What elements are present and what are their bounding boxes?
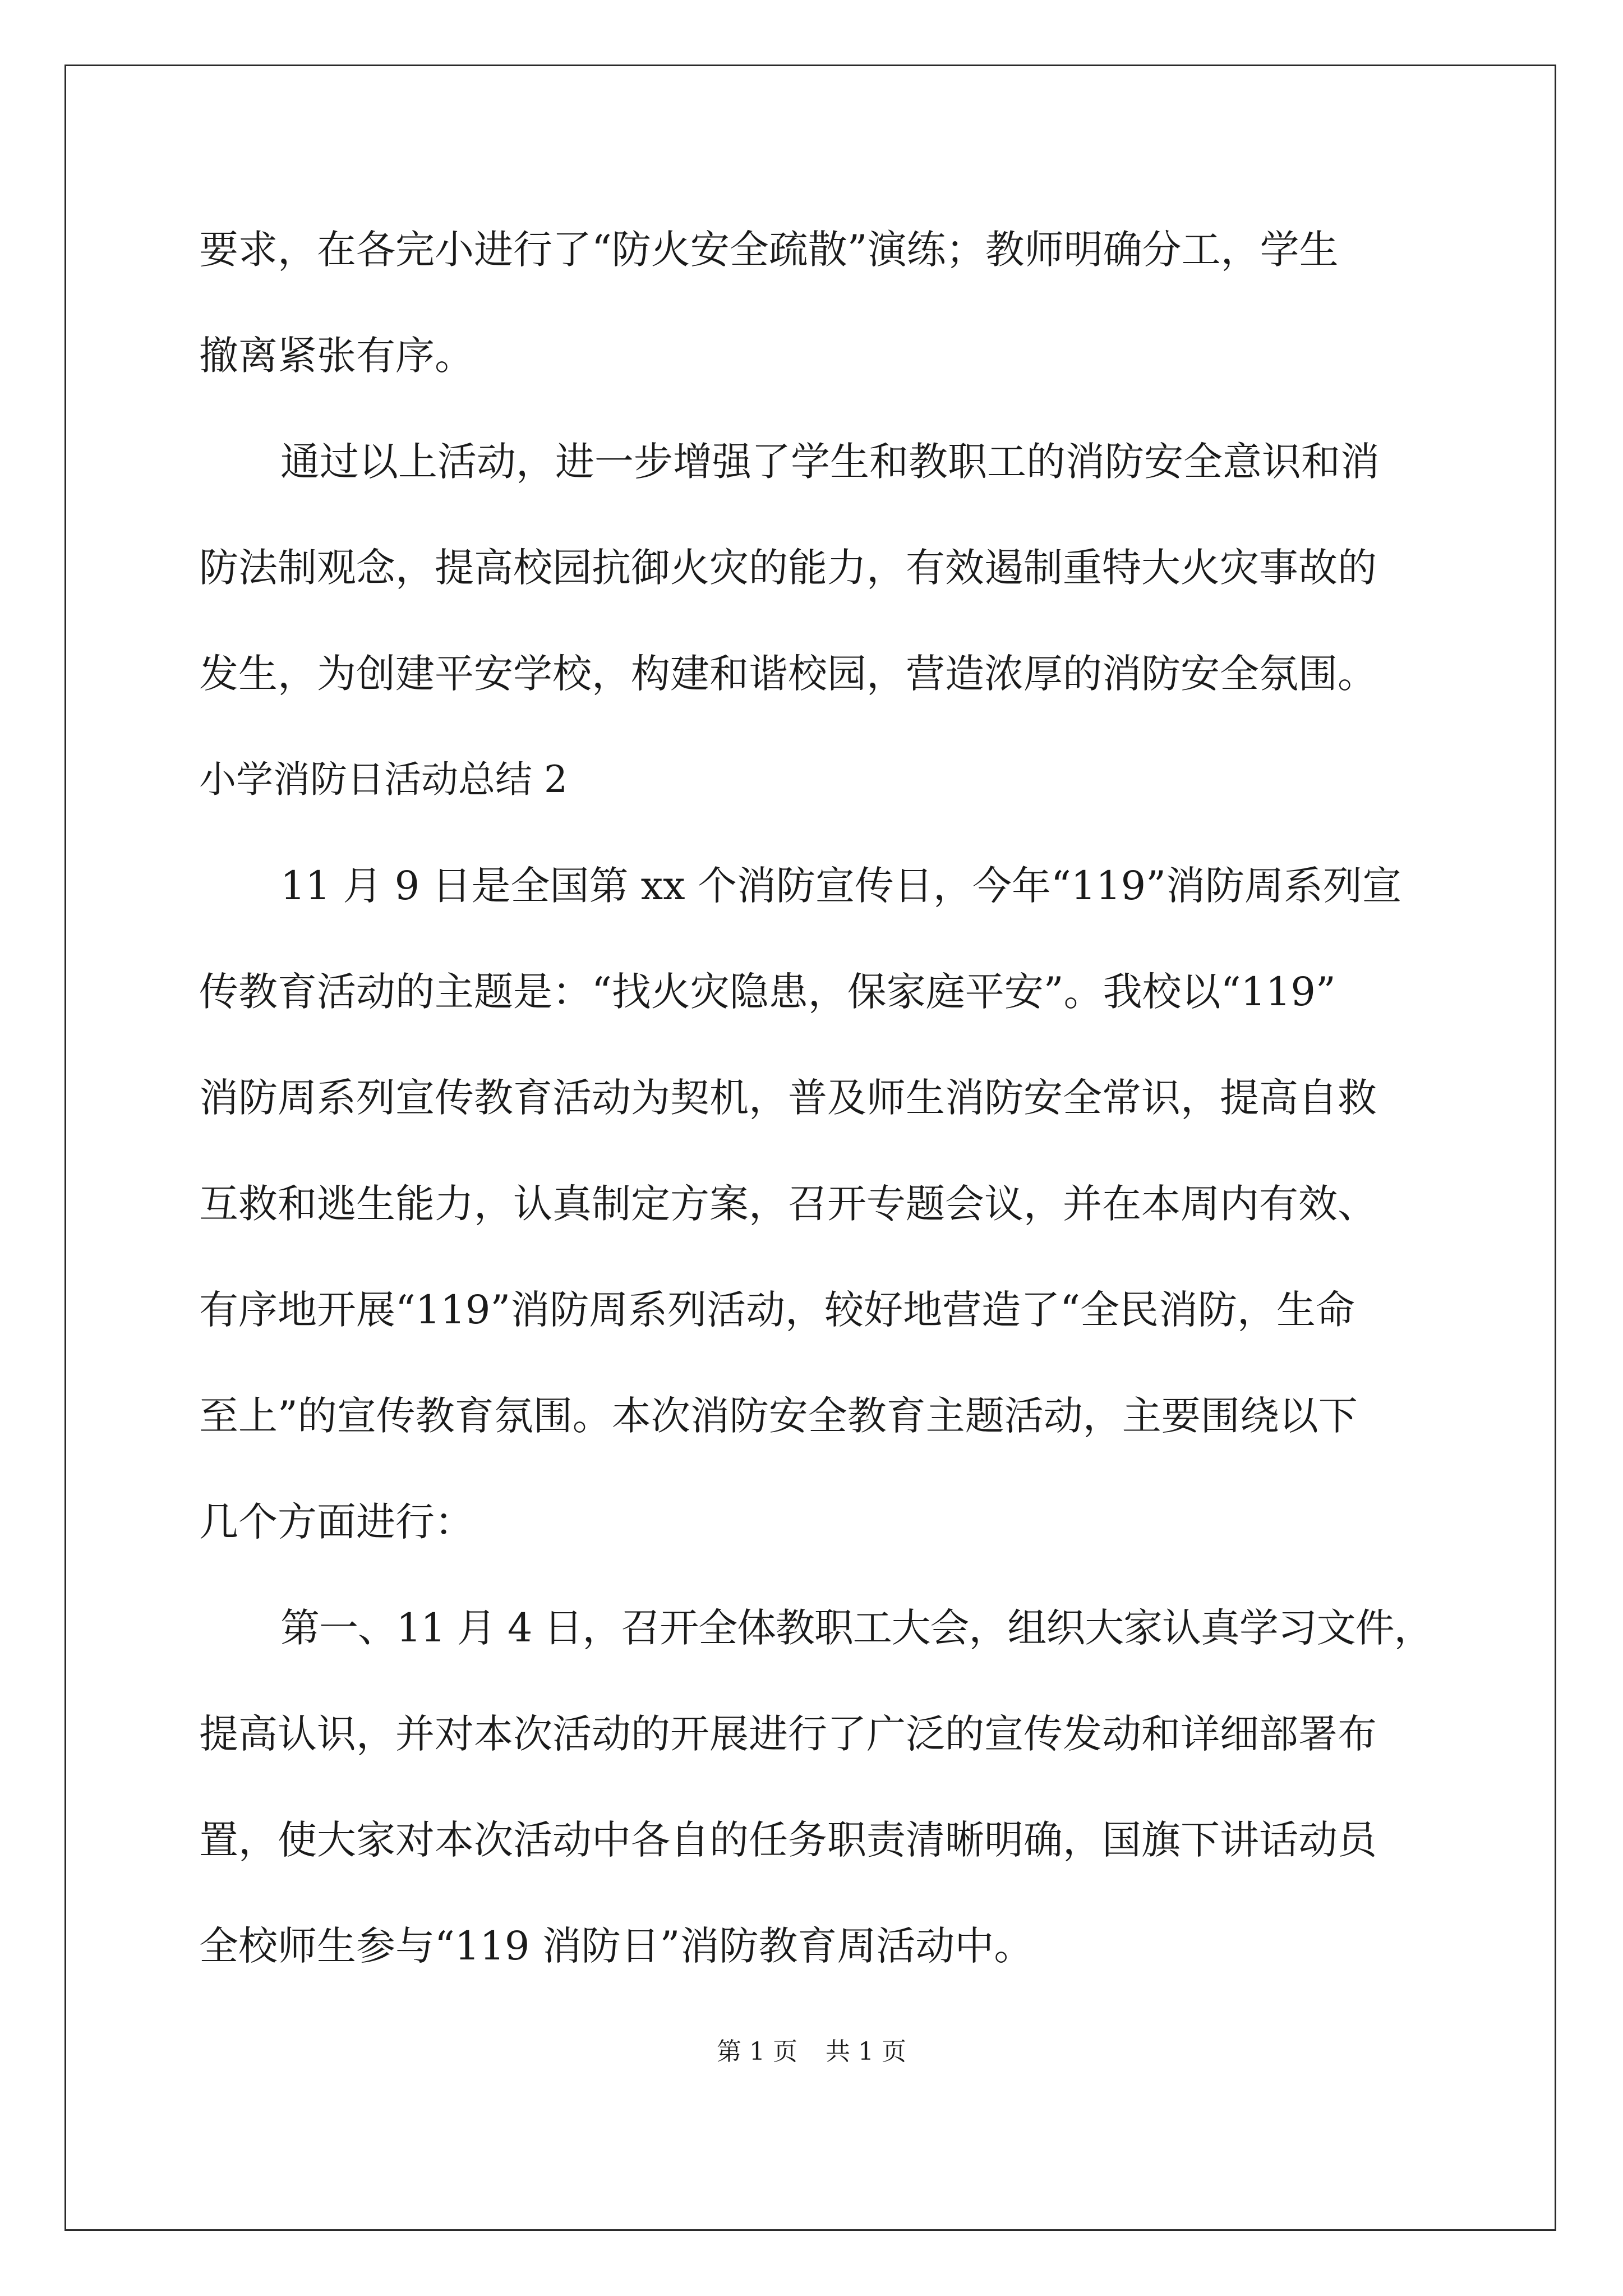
text-line: 消防周系列宣传教育活动为契机，普及师生消防安全常识，提高自救 bbox=[199, 1075, 1377, 1121]
section-heading: 小学消防日活动总结 2 bbox=[199, 758, 568, 801]
text-line: 通过以上活动，进一步增强了学生和教职工的消防安全意识和消 bbox=[280, 439, 1380, 485]
text-line: 置，使大家对本次活动中各自的任务职责清晰明确，国旗下讲话动员 bbox=[199, 1817, 1377, 1863]
page-footer bbox=[0, 2035, 1623, 2069]
text-line: 互救和逃生能力，认真制定方案，召开专题会议，并在本周内有效、 bbox=[199, 1181, 1377, 1227]
text-line: 至上”的宣传教育氛围。本次消防安全教育主题活动，主要围绕以下 bbox=[199, 1393, 1358, 1439]
text-line: 传教育活动的主题是：“找火灾隐患，保家庭平安”。我校以“119” bbox=[199, 969, 1336, 1015]
text-line: 发生，为创建平安学校，构建和谐校园，营造浓厚的消防安全氛围。 bbox=[199, 651, 1377, 697]
text-line: 撤离紧张有序。 bbox=[199, 333, 474, 379]
text-line: 防法制观念，提高校园抗御火灾的能力，有效遏制重特大火灾事故的 bbox=[199, 545, 1377, 591]
text-line: 第一、11 月 4 日，召开全体教职工大会，组织大家认真学习文件， bbox=[280, 1605, 1433, 1651]
text-line: 有序地开展“119”消防周系列活动，较好地营造了“全民消防，生命 bbox=[199, 1287, 1355, 1333]
page-number: 第 1 页 bbox=[717, 2037, 797, 2066]
page-count: 共 1 页 bbox=[826, 2037, 906, 2066]
text-line: 11 月 9 日是全国第 xx 个消防宣传日，今年“119”消防周系列宣 bbox=[280, 863, 1401, 909]
text-line: 提高认识，并对本次活动的开展进行了广泛的宣传发动和详细部署布 bbox=[199, 1711, 1377, 1757]
text-line: 要求，在各完小进行了“防火安全疏散”演练；教师明确分工，学生 bbox=[199, 227, 1339, 273]
document-body bbox=[199, 208, 1433, 2010]
text-line: 几个方面进行： bbox=[199, 1499, 474, 1545]
text-line: 全校师生参与“119 消防日”消防教育周活动中。 bbox=[199, 1923, 1034, 1969]
